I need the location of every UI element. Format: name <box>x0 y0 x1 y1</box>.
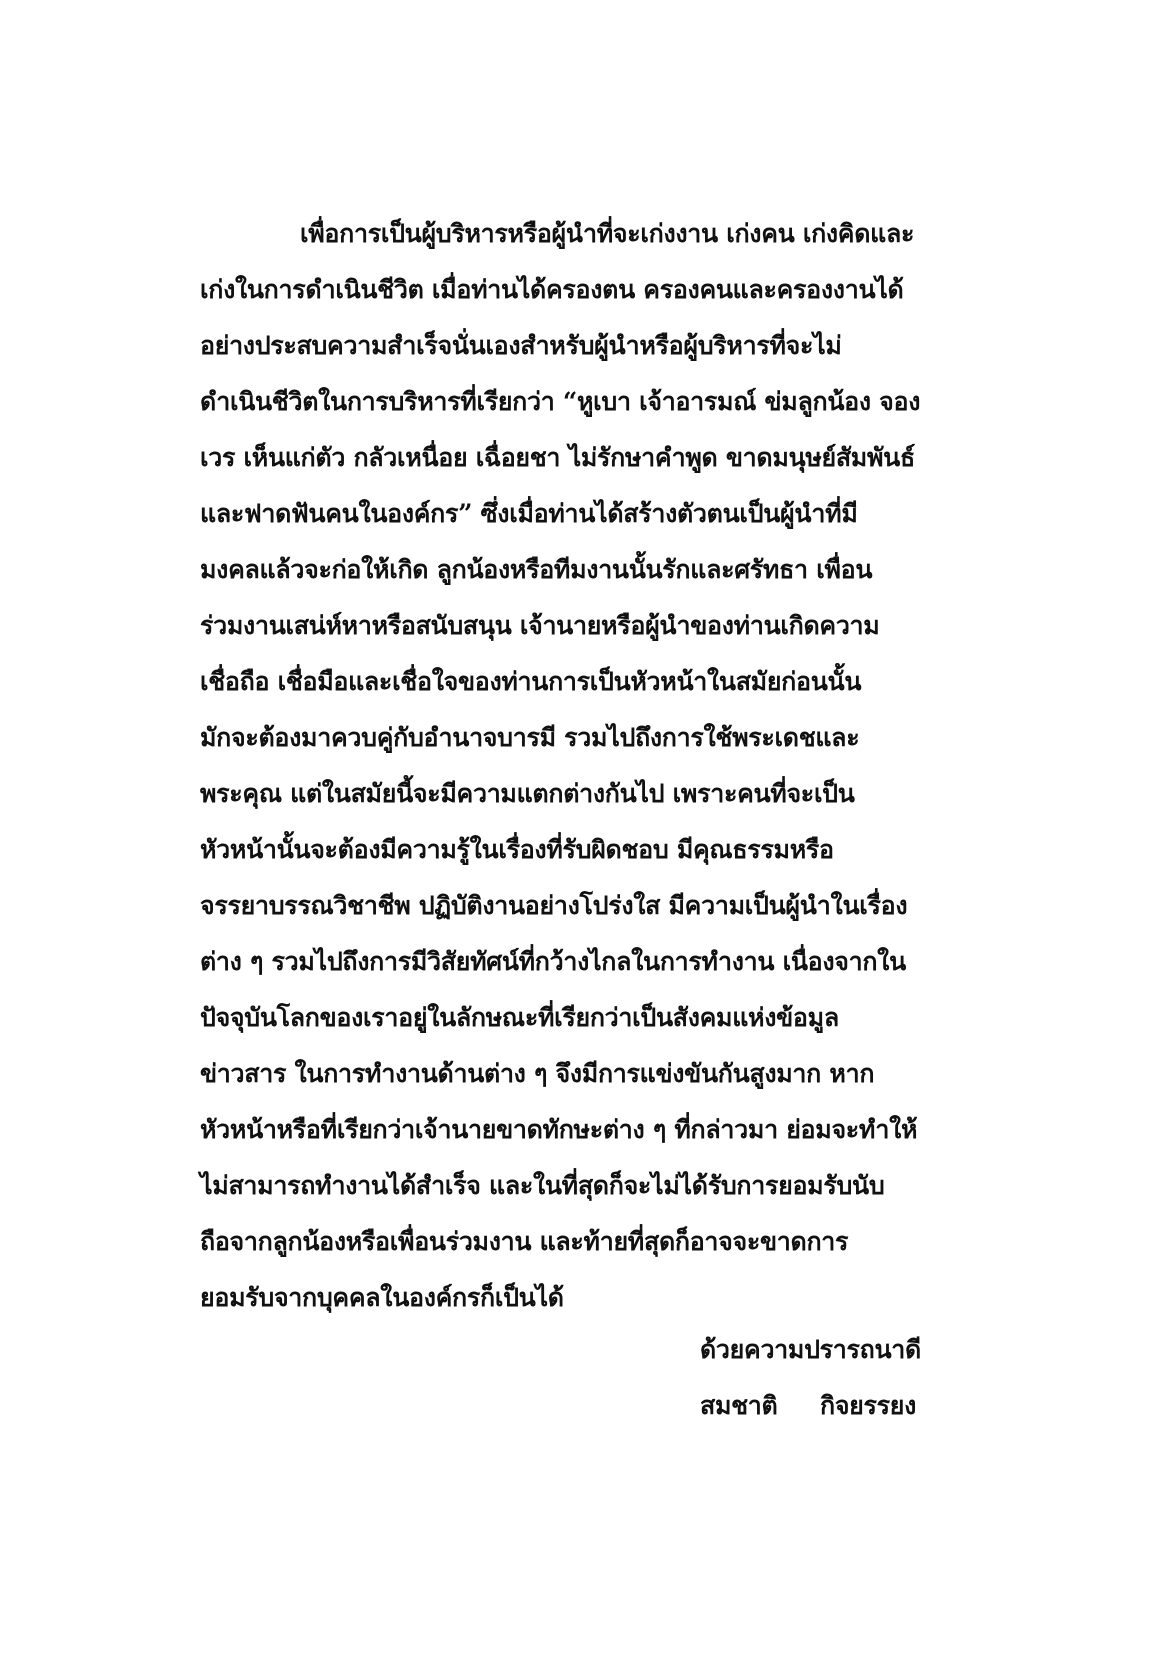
paragraph-line: ปัจจุบันโลกของเราอยู่ในลักษณะที่เรียกว่าเป็นสังคมแห่งข้อมูล <box>200 1003 839 1032</box>
signature <box>700 1378 1000 1434</box>
paragraph-line: เวร เห็นแก่ตัว กลัวเหนื่อย เฉื่อยชา ไม่รักษาคำพูด ขาดมนุษย์สัมพันธ์ <box>200 443 915 472</box>
paragraph-line: เก่งในการดำเนินชีวิต เมื่อท่านได้ครองตน ครองคนและครองงานได้ <box>200 275 904 304</box>
paragraph-line: ยอมรับจากบุคคลในองค์กรก็เป็นได้ <box>200 1283 564 1312</box>
signature-last-name: กิจยรรยง <box>820 1391 917 1420</box>
paragraph-line: ไม่สามารถทำงานได้สำเร็จ และในที่สุดก็จะไม่ได้รับการยอมรับนับ <box>200 1171 885 1200</box>
signature-first-name: สมชาติ <box>700 1391 778 1420</box>
body-paragraph <box>200 206 980 1326</box>
paragraph-line: หัวหน้านั้นจะต้องมีความรู้ในเรื่องที่รับผิดชอบ มีคุณธรรมหรือ <box>200 835 834 864</box>
paragraph-line: ถือจากลูกน้องหรือเพื่อนร่วมงาน และท้ายที่สุดก็อาจจะขาดการ <box>200 1227 849 1256</box>
paragraph-line: พระคุณ แต่ในสมัยนี้จะมีความแตกต่างกันไป เพราะคนที่จะเป็น <box>200 779 855 808</box>
closing-block <box>700 1322 1000 1434</box>
paragraph-line: หัวหน้าหรือที่เรียกว่าเจ้านายขาดทักษะต่าง ๆ ที่กล่าวมา ย่อมจะทำให้ <box>200 1115 918 1144</box>
paragraph-line: ข่าวสาร ในการทำงานด้านต่าง ๆ จึงมีการแข่งขันกันสูงมาก หาก <box>200 1059 875 1088</box>
paragraph-line: ดำเนินชีวิตในการบริหารที่เรียกว่า “หูเบา เจ้าอารมณ์ ข่มลูกน้อง จอง <box>200 387 921 416</box>
paragraph-line: ต่าง ๆ รวมไปถึงการมีวิสัยทัศน์ที่กว้างไกลในการทำงาน เนื่องจากใน <box>200 947 906 976</box>
paragraph-line: ร่วมงานเสน่ห์หาหรือสนับสนุน เจ้านายหรือผู้นำของท่านเกิดความ <box>200 611 880 640</box>
paragraph-line: และฟาดฟันคนในองค์กร” ซึ่งเมื่อท่านได้สร้างตัวตนเป็นผู้นำที่มี <box>200 499 858 528</box>
paragraph-line: เชื่อถือ เชื่อมือและเชื่อใจของท่านการเป็นหัวหน้าในสมัยก่อนนั้น <box>200 667 862 696</box>
paragraph-line: มักจะต้องมาควบคู่กับอำนาจบารมี รวมไปถึงการใช้พระเดชและ <box>200 723 860 752</box>
salutation: ด้วยความปรารถนาดี <box>700 1335 921 1364</box>
paragraph-line: จรรยาบรรณวิชาชีพ ปฏิบัติงานอย่างโปร่งใส มีความเป็นผู้นำในเรื่อง <box>200 891 908 920</box>
paragraph-line: เพื่อการเป็นผู้บริหารหรือผู้นำที่จะเก่งงาน เก่งคน เก่งคิดและ <box>300 219 915 248</box>
paragraph-line: มงคลแล้วจะก่อให้เกิด ลูกน้องหรือทีมงานนั้นรักและศรัทธา เพื่อน <box>200 555 873 584</box>
paragraph-line: อย่างประสบความสำเร็จนั่นเองสำหรับผู้นำหรือผู้บริหารที่จะไม่ <box>200 331 842 360</box>
